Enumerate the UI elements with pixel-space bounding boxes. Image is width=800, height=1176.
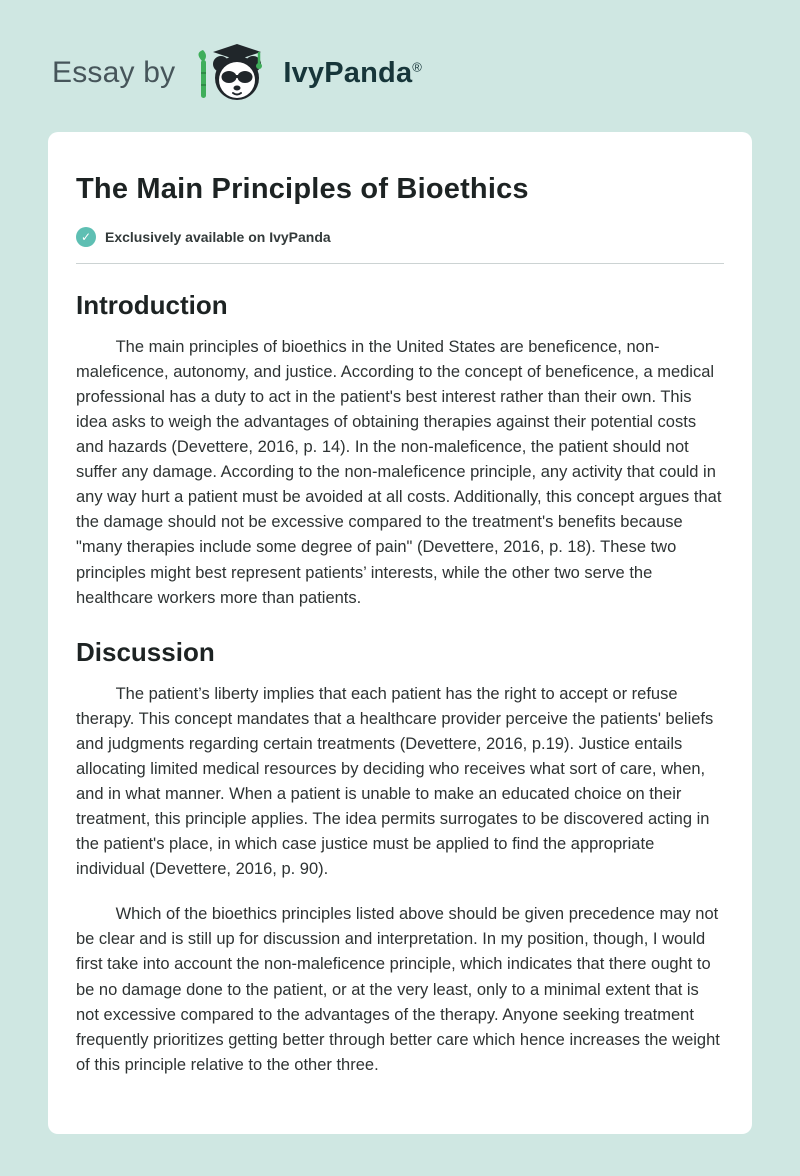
check-icon: ✓ bbox=[76, 227, 96, 247]
panda-graduate-icon bbox=[195, 42, 269, 104]
header bbox=[48, 0, 752, 132]
essay-title: The Main Principles of Bioethics bbox=[76, 173, 529, 205]
brand-text: IvyPanda bbox=[283, 56, 413, 89]
availability-label: Exclusively available on IvyPanda bbox=[105, 228, 331, 245]
essay-card bbox=[48, 132, 752, 1134]
availability-row bbox=[76, 227, 724, 247]
discussion-paragraph-2: Which of the bioethics principles listed above should be given precedence may not be clear and is still up for discussion and interpretation. In my position, though, I would first take into account the non-maleficence principle, which indicates that there ought to be no damage done to the patient, or at the very least, only to a minimal extent that is not excessive compared to the advantages of the therapy. Anyone seeking treatment frequently prioritizes getting better through better care which hence increases the weight of this principle relative to the other three. bbox=[76, 905, 720, 1074]
essay-by-label: Essay by bbox=[52, 56, 176, 89]
section-heading-introduction: Introduction bbox=[76, 289, 228, 320]
registered-mark: ® bbox=[412, 58, 423, 74]
divider bbox=[76, 263, 724, 264]
introduction-paragraph: The main principles of bioethics in the United States are beneficence, non-maleficence, autonomy, and justice. According to the concept of beneficence, a medical professional has a duty to act in the patient's best interest rather than their own. This idea asks to weigh the advantages of obtaining therapies against their potential costs and hazards (Devettere, 2016, p. 14). In the non-maleficence, the patient should not suffer any damage. According to the non-maleficence principle, any activity that could in any way hurt a patient must be avoided at all costs. Additionally, this concept argues that the damage should not be excessive compared to the treatment's benefits because "many therapies include some degree of pain" (Devettere, 2016, p. 18). These two principles might best represent patients’ interests, while the other two serve the healthcare workers more than patients. bbox=[76, 337, 722, 607]
section-heading-discussion: Discussion bbox=[76, 636, 215, 667]
brand-name bbox=[283, 57, 422, 90]
discussion-paragraph-1: The patient’s liberty implies that each patient has the right to accept or refuse therapy. This concept mandates that a healthcare provider perceive the patients' beliefs and judgments regarding certain treatments (Devettere, 2016, p.19). Justice entails allocating limited medical resources by deciding who receives what sort of care, when, and in what manner. When a patient is unable to make an educated choice on their treatment, this principle applies. The idea permits surrogates to be discovered acting in the patient's place, in which case justice must be applied to find the appropriate individual (Devettere, 2016, p. 90). bbox=[76, 684, 714, 879]
